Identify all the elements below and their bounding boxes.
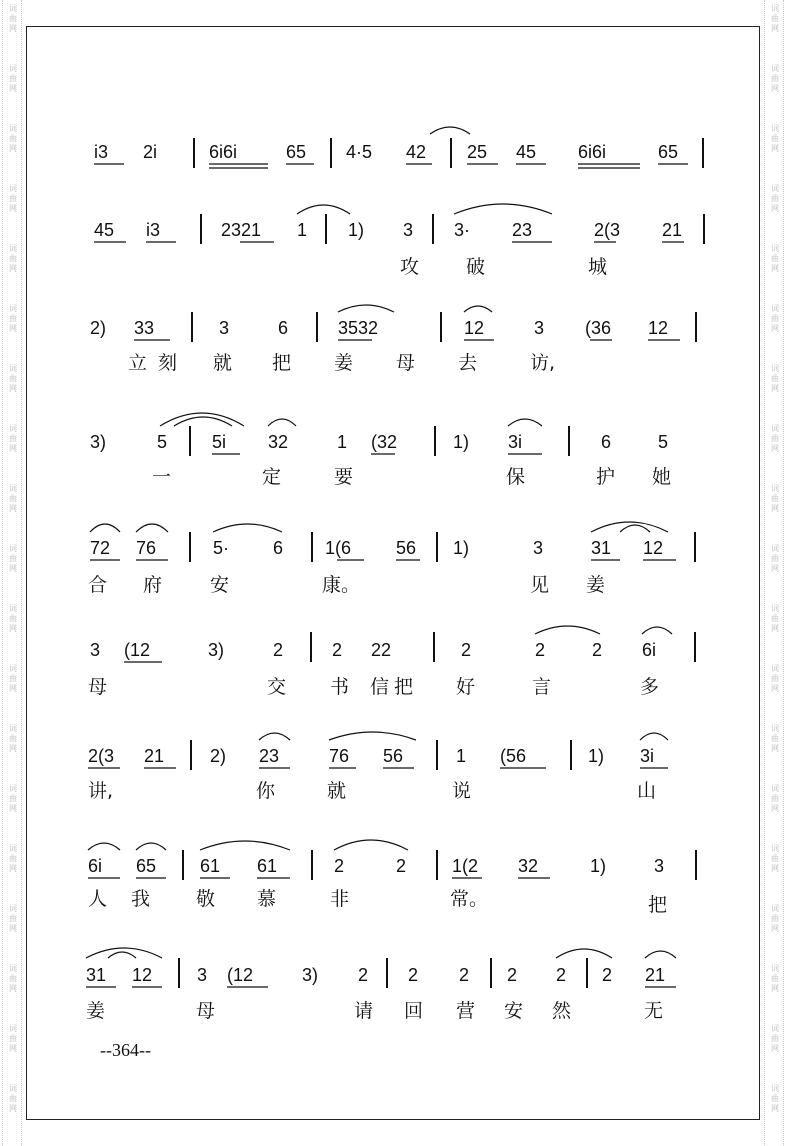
note-group: 3: [654, 856, 665, 876]
watermark-text: 词 曲 网: [771, 424, 779, 453]
lyric-char: 多: [640, 676, 660, 698]
note-group: 3: [533, 538, 544, 558]
bar-line: [568, 426, 570, 456]
note-group: 2: [332, 640, 343, 660]
lyric-char: 回: [404, 1000, 424, 1022]
note-group: 12: [643, 538, 664, 558]
note-group: 3·: [454, 220, 471, 240]
note-group: 31: [591, 538, 612, 558]
lyric-char: 破: [466, 256, 486, 278]
bar-line: [316, 312, 318, 342]
bar-line: [695, 850, 697, 880]
watermark-text: 词 曲 网: [771, 964, 779, 993]
bar-line: [450, 138, 452, 168]
lyric-char: 护: [596, 466, 616, 488]
note-group: 1): [590, 856, 607, 876]
lyric-char: 城: [588, 256, 608, 278]
note-group: 1): [453, 432, 470, 452]
lyric-char: 说: [452, 780, 472, 802]
note-group: 5·: [213, 538, 230, 558]
note-group: 23: [259, 746, 280, 766]
lyric-char: 姜: [86, 1000, 106, 1022]
lyric-char: 她: [652, 466, 672, 488]
note-group: 3: [403, 220, 414, 240]
bar-line: [386, 958, 388, 988]
lyric-char: 安: [210, 574, 230, 596]
note-group: 56: [396, 538, 417, 558]
bar-line: [570, 740, 572, 770]
bar-line: [436, 850, 438, 880]
note-group: 5: [157, 432, 168, 452]
watermark-text: 词 曲 网: [771, 124, 779, 153]
lyric-char: 要: [334, 466, 354, 488]
note-group: 12: [464, 318, 485, 338]
watermark-text: 词 曲 网: [771, 64, 779, 93]
note-group: 3: [90, 640, 101, 660]
lyric-char: 安: [504, 1000, 524, 1022]
bar-line: [330, 138, 332, 168]
watermark-text: 词 曲 网: [9, 724, 17, 753]
lyric-char: 康。: [322, 574, 361, 596]
score-frame: [26, 26, 760, 1120]
note-group: 2(3: [594, 220, 621, 240]
note-group: 65: [658, 142, 679, 162]
note-group: 6: [601, 432, 612, 452]
note-group: 1(2: [452, 856, 479, 876]
lyric-char: 就: [213, 352, 233, 374]
watermark-text: 词 曲 网: [9, 364, 17, 393]
lyric-char: 攻: [400, 256, 420, 278]
note-group: 4·5: [346, 142, 373, 162]
lyric-char: 立: [128, 352, 148, 374]
note-group: (12: [124, 640, 151, 660]
bar-line: [311, 532, 313, 562]
watermark-text: 词 曲 网: [771, 304, 779, 333]
watermark-text: 词 曲 网: [771, 544, 779, 573]
note-group: 1): [588, 746, 605, 766]
lyric-char: 府: [143, 574, 163, 596]
watermark-text: 词 曲 网: [771, 724, 779, 753]
watermark-text: 词 曲 网: [9, 784, 17, 813]
note-group: 5: [658, 432, 669, 452]
lyric-char: 母: [88, 676, 108, 698]
watermark-text: 词 曲 网: [9, 484, 17, 513]
bar-line: [311, 850, 313, 880]
note-group: 6: [273, 538, 284, 558]
watermark-text: 词 曲 网: [771, 904, 779, 933]
lyric-char: 姜: [334, 352, 354, 374]
note-group: 76: [329, 746, 350, 766]
note-group: 23: [512, 220, 533, 240]
watermark-text: 词 曲 网: [771, 1084, 779, 1113]
bar-line: [182, 850, 184, 880]
lyric-char: 言: [532, 676, 552, 698]
note-group: 3: [197, 965, 208, 985]
note-group: 72: [90, 538, 111, 558]
lyric-char: 人: [88, 888, 108, 910]
note-group: 2(3: [88, 746, 115, 766]
lyric-char: 无: [644, 1000, 664, 1022]
lyric-char: 我: [131, 888, 151, 910]
note-group: 5i: [212, 432, 227, 452]
lyric-char: 然: [552, 1000, 572, 1022]
note-group: 56: [383, 746, 404, 766]
watermark-text: 词 曲 网: [771, 604, 779, 633]
lyric-char: 书: [330, 676, 350, 698]
bar-line: [325, 214, 327, 244]
lyric-char: 访,: [530, 352, 556, 374]
note-group: 32: [518, 856, 539, 876]
note-group: 6i: [642, 640, 657, 660]
watermark-text: 词 曲 网: [771, 364, 779, 393]
note-group: 33: [134, 318, 155, 338]
note-group: 6: [278, 318, 289, 338]
note-group: 65: [286, 142, 307, 162]
note-group: 12: [132, 965, 153, 985]
lyric-char: 定: [262, 466, 282, 488]
lyric-char: 讲,: [88, 780, 114, 802]
note-group: 2i: [143, 142, 158, 162]
note-group: i3: [146, 220, 161, 240]
left-watermark-strip: [2, 0, 22, 1146]
bar-line: [178, 958, 180, 988]
note-group: (32: [371, 432, 398, 452]
note-group: 21: [144, 746, 165, 766]
note-group: 31: [86, 965, 107, 985]
lyric-char: 常。: [450, 888, 489, 910]
lyric-char: 母: [196, 1000, 216, 1022]
lyric-char: 把: [648, 894, 668, 916]
note-group: 2: [556, 965, 567, 985]
watermark-text: 词 曲 网: [771, 4, 779, 33]
watermark-text: 词 曲 网: [9, 904, 17, 933]
watermark-text: 词 曲 网: [9, 1024, 17, 1053]
watermark-text: 词 曲 网: [771, 784, 779, 813]
watermark-text: 词 曲 网: [9, 1084, 17, 1113]
watermark-text: 词 曲 网: [9, 664, 17, 693]
note-group: 3: [534, 318, 545, 338]
watermark-text: 词 曲 网: [9, 244, 17, 273]
note-group: 32: [268, 432, 289, 452]
note-group: 22: [371, 640, 392, 660]
bar-line: [433, 632, 435, 662]
note-group: (36: [585, 318, 612, 338]
bar-line: [310, 632, 312, 662]
lyric-char: 慕: [257, 888, 277, 910]
right-watermark-strip: [764, 0, 784, 1146]
watermark-text: 词 曲 网: [9, 124, 17, 153]
bar-line: [440, 312, 442, 342]
note-group: 2: [461, 640, 472, 660]
note-group: 3): [208, 640, 225, 660]
bar-line: [694, 532, 696, 562]
watermark-text: 词 曲 网: [9, 184, 17, 213]
note-group: 3: [219, 318, 230, 338]
watermark-text: 词 曲 网: [9, 424, 17, 453]
note-group: 2: [507, 965, 518, 985]
bar-line: [434, 426, 436, 456]
note-group: 76: [136, 538, 157, 558]
page-number: --364--: [100, 1040, 151, 1060]
note-group: 6i: [88, 856, 103, 876]
lyric-char: 营: [456, 1000, 476, 1022]
note-group: (56: [500, 746, 527, 766]
lyric-char: 就: [327, 780, 347, 802]
lyric-char: 见: [530, 574, 550, 596]
note-group: 3532: [338, 318, 379, 338]
bar-line: [586, 958, 588, 988]
bar-line: [190, 740, 192, 770]
watermark-text: 词 曲 网: [9, 604, 17, 633]
lyric-char: 一: [152, 466, 172, 488]
note-group: 2: [535, 640, 546, 660]
note-group: 6i6i: [209, 142, 238, 162]
note-group: 3): [302, 965, 319, 985]
bar-line: [191, 312, 193, 342]
note-group: 6i6i: [578, 142, 607, 162]
bar-line: [432, 214, 434, 244]
lyric-char: 信: [370, 676, 390, 698]
note-group: 1: [337, 432, 348, 452]
note-group: 2): [90, 318, 107, 338]
lyric-char: 保: [506, 466, 526, 488]
bar-line: [703, 214, 705, 244]
note-group: (12: [227, 965, 254, 985]
lyric-char: 把: [394, 676, 414, 698]
watermark-text: 词 曲 网: [9, 844, 17, 873]
note-group: 21: [662, 220, 683, 240]
bar-line: [193, 138, 195, 168]
note-group: 25: [467, 142, 488, 162]
lyric-char: 母: [396, 352, 416, 374]
watermark-text: 词 曲 网: [771, 1024, 779, 1053]
bar-line: [189, 426, 191, 456]
note-group: 2: [459, 965, 470, 985]
watermark-text: 词 曲 网: [771, 484, 779, 513]
note-group: 2: [602, 965, 613, 985]
note-group: 2: [273, 640, 284, 660]
note-group: 3): [90, 432, 107, 452]
watermark-text: 词 曲 网: [9, 64, 17, 93]
lyric-char: 敬: [196, 888, 216, 910]
lyric-char: 刻: [158, 352, 178, 374]
lyric-char: 去: [458, 352, 478, 374]
note-group: 2321: [221, 220, 262, 240]
bar-line: [694, 632, 696, 662]
note-group: 1(6: [325, 538, 352, 558]
note-group: 21: [645, 965, 666, 985]
lyric-char: 请: [354, 1000, 374, 1022]
lyric-char: 交: [267, 676, 287, 698]
note-group: 1: [456, 746, 467, 766]
note-group: 42: [406, 142, 427, 162]
note-group: 61: [257, 856, 278, 876]
note-group: 2: [334, 856, 345, 876]
note-group: 45: [516, 142, 537, 162]
note-group: 1): [348, 220, 365, 240]
watermark-text: 词 曲 网: [771, 844, 779, 873]
watermark-text: 词 曲 网: [771, 664, 779, 693]
watermark-text: 词 曲 网: [9, 4, 17, 33]
note-group: 2: [592, 640, 603, 660]
lyric-char: 山: [637, 780, 657, 802]
lyric-char: 姜: [586, 574, 606, 596]
note-group: 61: [200, 856, 221, 876]
bar-line: [436, 532, 438, 562]
note-group: 1): [453, 538, 470, 558]
lyric-char: 你: [256, 780, 276, 802]
watermark-text: 词 曲 网: [771, 244, 779, 273]
note-group: 2): [210, 746, 227, 766]
bar-line: [490, 958, 492, 988]
note-group: 3i: [640, 746, 655, 766]
note-group: 45: [94, 220, 115, 240]
note-group: 3i: [508, 432, 523, 452]
note-group: 12: [648, 318, 669, 338]
note-group: i3: [94, 142, 109, 162]
bar-line: [436, 740, 438, 770]
watermark-text: 词 曲 网: [9, 304, 17, 333]
watermark-text: 词 曲 网: [9, 964, 17, 993]
bar-line: [695, 312, 697, 342]
note-group: 1: [297, 220, 308, 240]
lyric-char: 合: [88, 574, 108, 596]
watermark-text: 词 曲 网: [771, 184, 779, 213]
note-group: 2: [358, 965, 369, 985]
lyric-char: 好: [456, 676, 476, 698]
note-group: 65: [136, 856, 157, 876]
note-group: 2: [408, 965, 419, 985]
watermark-text: 词 曲 网: [9, 544, 17, 573]
lyric-char: 把: [272, 352, 292, 374]
bar-line: [189, 532, 191, 562]
note-group: 2: [396, 856, 407, 876]
lyric-char: 非: [330, 888, 350, 910]
bar-line: [200, 214, 202, 244]
bar-line: [702, 138, 704, 168]
